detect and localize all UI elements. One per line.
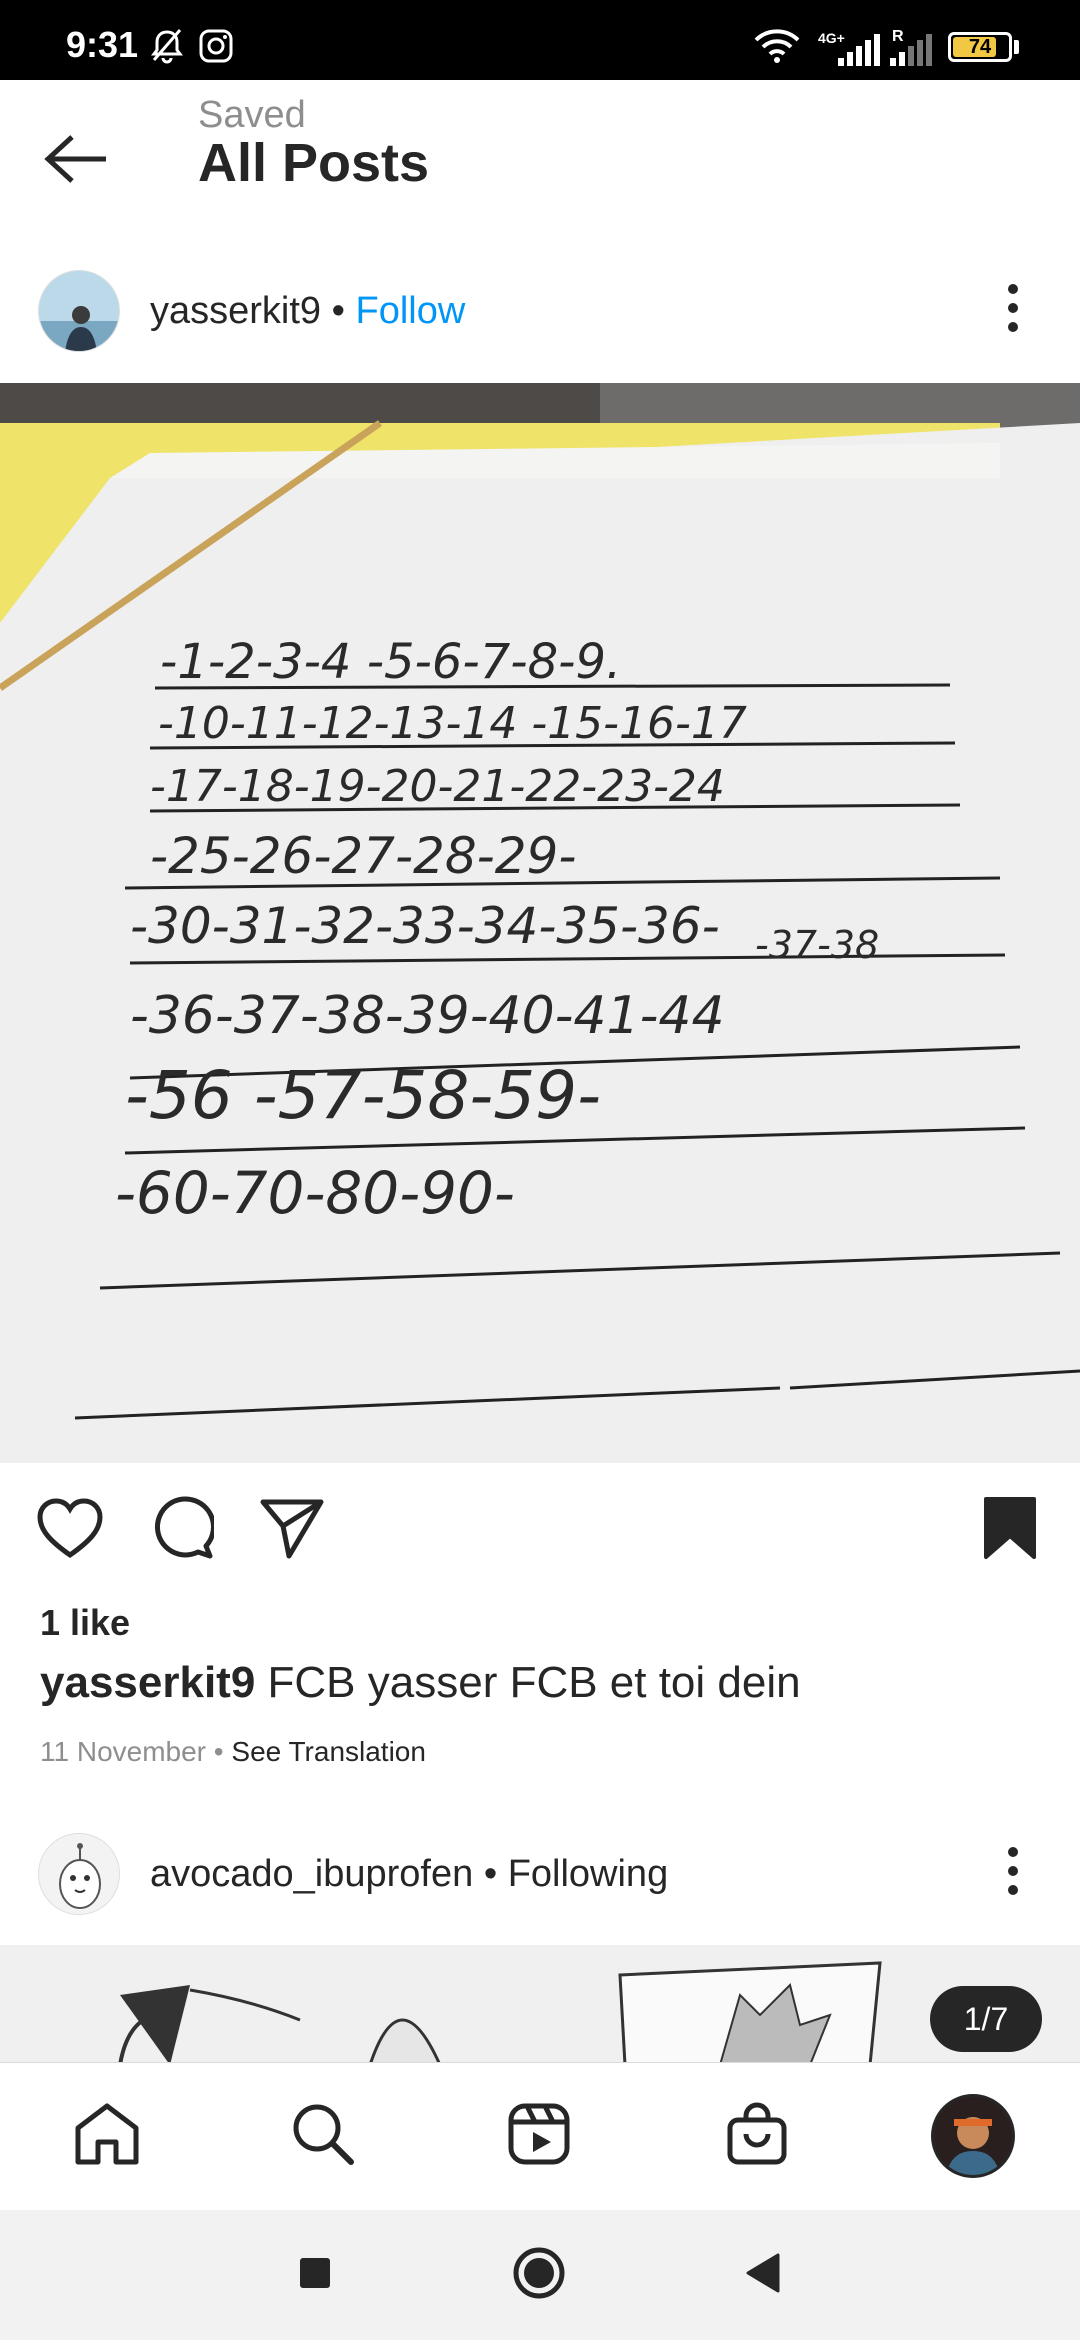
post-meta [40, 1736, 426, 1768]
bookmark-icon [983, 1496, 1037, 1565]
signal-icon-2 [890, 34, 934, 71]
photo-line-2: -10-11-12-13-14 -15-16-17 [158, 698, 747, 749]
instagram-icon [198, 28, 234, 69]
meta-separator: • [206, 1736, 232, 1767]
follow-button[interactable]: Follow [355, 290, 466, 332]
post-username[interactable]: yasserkit9 [150, 290, 322, 332]
system-nav-bar [0, 2210, 1080, 2340]
more-vertical-icon [1007, 1846, 1019, 1901]
square-icon [298, 2256, 332, 2295]
share-icon [259, 1496, 325, 1565]
more-options-button[interactable] [990, 280, 1036, 340]
photo-line-7: -36-37-38-39-40-41-44 [130, 986, 725, 1046]
muted-bell-icon [150, 28, 184, 69]
carousel-counter: 1/7 [930, 1986, 1042, 2052]
reels-icon [507, 2102, 571, 2171]
page-header [0, 80, 1080, 240]
roaming-label: R [892, 28, 904, 45]
post-photo[interactable] [0, 383, 1080, 1463]
nav-profile[interactable] [928, 2091, 1018, 2181]
post-caption [40, 1658, 801, 1708]
share-button[interactable] [252, 1490, 332, 1570]
battery-level: 74 [968, 36, 992, 58]
post-actions [0, 1490, 1080, 1570]
post-username-2[interactable]: avocado_ibuprofen [150, 1853, 474, 1895]
signal-icon [838, 34, 882, 71]
caption-text: FCB yasser FCB et toi dein [255, 1658, 801, 1707]
avatar[interactable] [38, 270, 120, 352]
page-title: All Posts [198, 133, 430, 193]
search-icon [291, 2102, 355, 2171]
separator-2: • [473, 1853, 508, 1895]
post-header-2 [0, 1825, 1080, 1925]
photo-illustration [0, 383, 1080, 1463]
comment-icon [150, 1496, 214, 1565]
likes-count[interactable]: 1 like [40, 1602, 131, 1643]
nav-home[interactable] [62, 2091, 152, 2181]
back-arrow-icon [44, 134, 108, 189]
nav-reels[interactable] [494, 2091, 584, 2181]
home-system-button[interactable] [506, 2242, 572, 2308]
wifi-icon [752, 28, 802, 69]
post-header [0, 260, 1080, 380]
photo-line-6: -37-38 [755, 923, 880, 967]
heart-icon [36, 1497, 104, 1564]
triangle-back-icon [744, 2253, 782, 2298]
post-username-line-2 [150, 1853, 668, 1896]
circle-icon [512, 2246, 566, 2305]
shop-icon [726, 2102, 788, 2171]
see-translation-link[interactable]: See Translation [231, 1736, 426, 1767]
more-vertical-icon [1007, 283, 1019, 338]
avatar-2[interactable] [38, 1833, 120, 1915]
photo-illustration-2 [0, 1945, 1080, 2065]
photo-line-9: -60-70-80-90- [115, 1159, 515, 1227]
back-system-button[interactable] [730, 2242, 796, 2308]
back-button[interactable] [36, 126, 116, 196]
photo-line-5: -30-31-32-33-34-35-36- [130, 897, 720, 955]
header-subtitle: Saved [198, 94, 306, 136]
more-options-button-2[interactable] [990, 1843, 1036, 1903]
following-button[interactable]: Following [507, 1853, 669, 1895]
photo-line-3: -17-18-19-20-21-22-23-24 [150, 761, 725, 812]
save-button[interactable] [970, 1490, 1050, 1570]
profile-avatar [931, 2094, 1015, 2178]
photo-line-1: -1-2-3-4 -5-6-7-8-9. [160, 634, 622, 690]
separator: • [321, 290, 356, 332]
comment-button[interactable] [142, 1490, 222, 1570]
network-label: 4G+ [818, 30, 845, 46]
photo-line-8: -56 -57-58-59- [125, 1057, 601, 1134]
post-date: 11 November [40, 1736, 207, 1767]
like-button[interactable] [30, 1490, 110, 1570]
caption-username[interactable]: yasserkit9 [40, 1658, 256, 1707]
status-bar [0, 0, 1080, 80]
status-time: 9:31 [66, 24, 139, 65]
nav-shop[interactable] [712, 2091, 802, 2181]
post-username-line [150, 290, 465, 333]
battery-icon [948, 32, 1012, 62]
home-icon [74, 2102, 140, 2171]
bottom-nav [0, 2062, 1080, 2210]
recents-button[interactable] [282, 2242, 348, 2308]
post-photo-2[interactable] [0, 1945, 1080, 2065]
photo-line-4: -25-26-27-28-29- [150, 827, 577, 885]
nav-search[interactable] [278, 2091, 368, 2181]
